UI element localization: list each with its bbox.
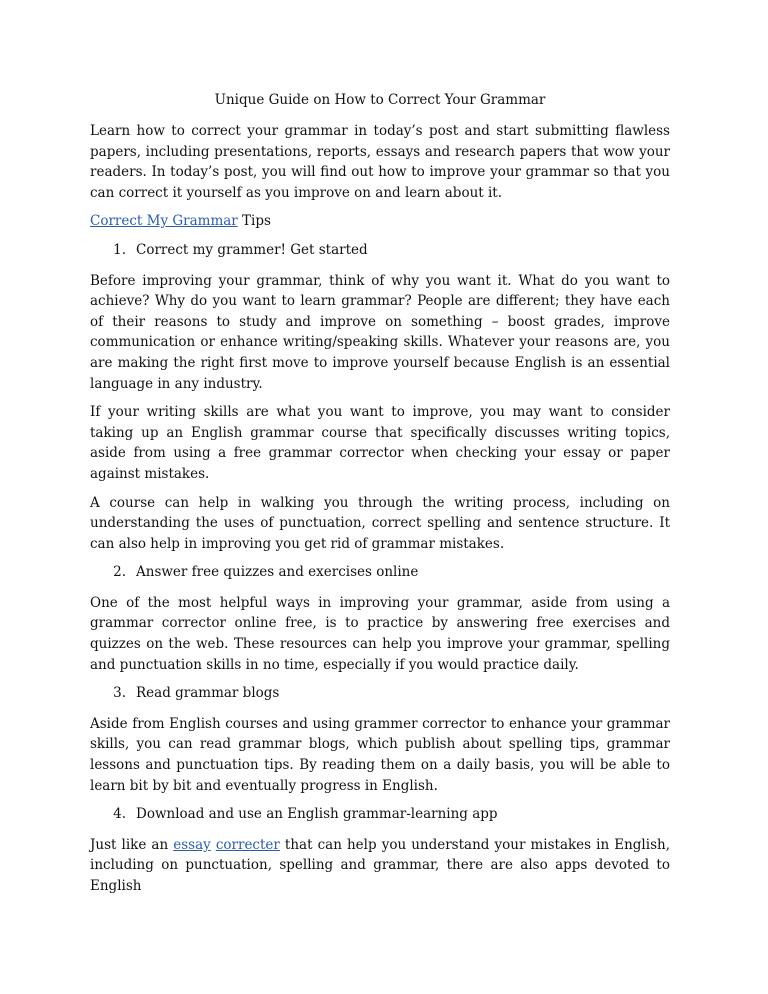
correcter-link[interactable]: correcter: [215, 836, 280, 853]
list-number: 4.: [113, 806, 126, 823]
section-2-paragraph-1: One of the most helpful ways in improving your grammar, aside from using a grammar corrector online free, is to practice by answering free exercises and quizzes on the web. These resources can help you improve your grammar, spelling and punctuation skills in no time, especially if you would practice daily.: [90, 594, 670, 673]
section-1-paragraph-1: Before improving your grammar, think of why you want it. What do you want to achieve? Why do you want to learn grammar? People are different; they have each of their reasons to study and improve on something – boost grades, improve communication or enhance writing/speaking skills. Whatever your reasons are, you are making the right first move to improve yourself because English is an essential language in any industry.: [90, 272, 670, 392]
list-heading: Read grammar blogs: [136, 685, 280, 702]
document-title: Unique Guide on How to Correct Your Grammar: [214, 92, 546, 108]
list-item-1: [90, 240, 670, 261]
final-suffix: that can help you understand your mistakes in English, including on punctuation, spelling and grammar, there are also apps devoted to English: [90, 836, 670, 894]
list-item-3: [90, 683, 670, 704]
list-heading: Correct my grammer! Get started: [136, 241, 368, 258]
list-number: 1.: [113, 241, 126, 258]
final-prefix: Just like an: [90, 836, 174, 853]
essay-link[interactable]: essay: [173, 836, 211, 853]
section-4-paragraph-1: [90, 835, 670, 897]
tips-heading: [90, 211, 670, 232]
list-heading: Download and use an English grammar-learning app: [136, 806, 498, 823]
list-heading: Answer free quizzes and exercises online: [136, 564, 419, 581]
section-1-paragraph-3: A course can help in walking you through the writing process, including on understanding the uses of punctuation, correct spelling and sentence structure. It can also help in improving you get rid of grammar mistakes.: [90, 494, 670, 552]
list-item-4: [90, 804, 670, 825]
list-item-2: [90, 562, 670, 583]
list-number: 3.: [113, 685, 126, 702]
intro-paragraph: Learn how to correct your grammar in today’s post and start submitting flawless papers, including presentations, reports, essays and research papers that wow your readers. In today’s post, you will find out how to improve your grammar so that you can correct it yourself as you improve on and learn about it.: [90, 123, 670, 201]
list-number: 2.: [113, 564, 126, 581]
document-page: [90, 90, 670, 905]
section-3-paragraph-1: Aside from English courses and using grammer corrector to enhance your grammar skills, you can read grammar blogs, which publish about spelling tips, grammar lessons and punctuation tips. By reading them on a daily basis, you will be able to learn bit by bit and eventually progress in English.: [90, 715, 670, 794]
correct-my-grammar-link[interactable]: Correct My Grammar: [90, 213, 238, 230]
tips-heading-suffix: Tips: [237, 213, 271, 230]
section-1-paragraph-2: If your writing skills are what you want to improve, you may want to consider taking up an English grammar course that specifically discusses writing topics, aside from using a free grammar corrector when checking your essay or paper against mistakes.: [90, 404, 670, 482]
